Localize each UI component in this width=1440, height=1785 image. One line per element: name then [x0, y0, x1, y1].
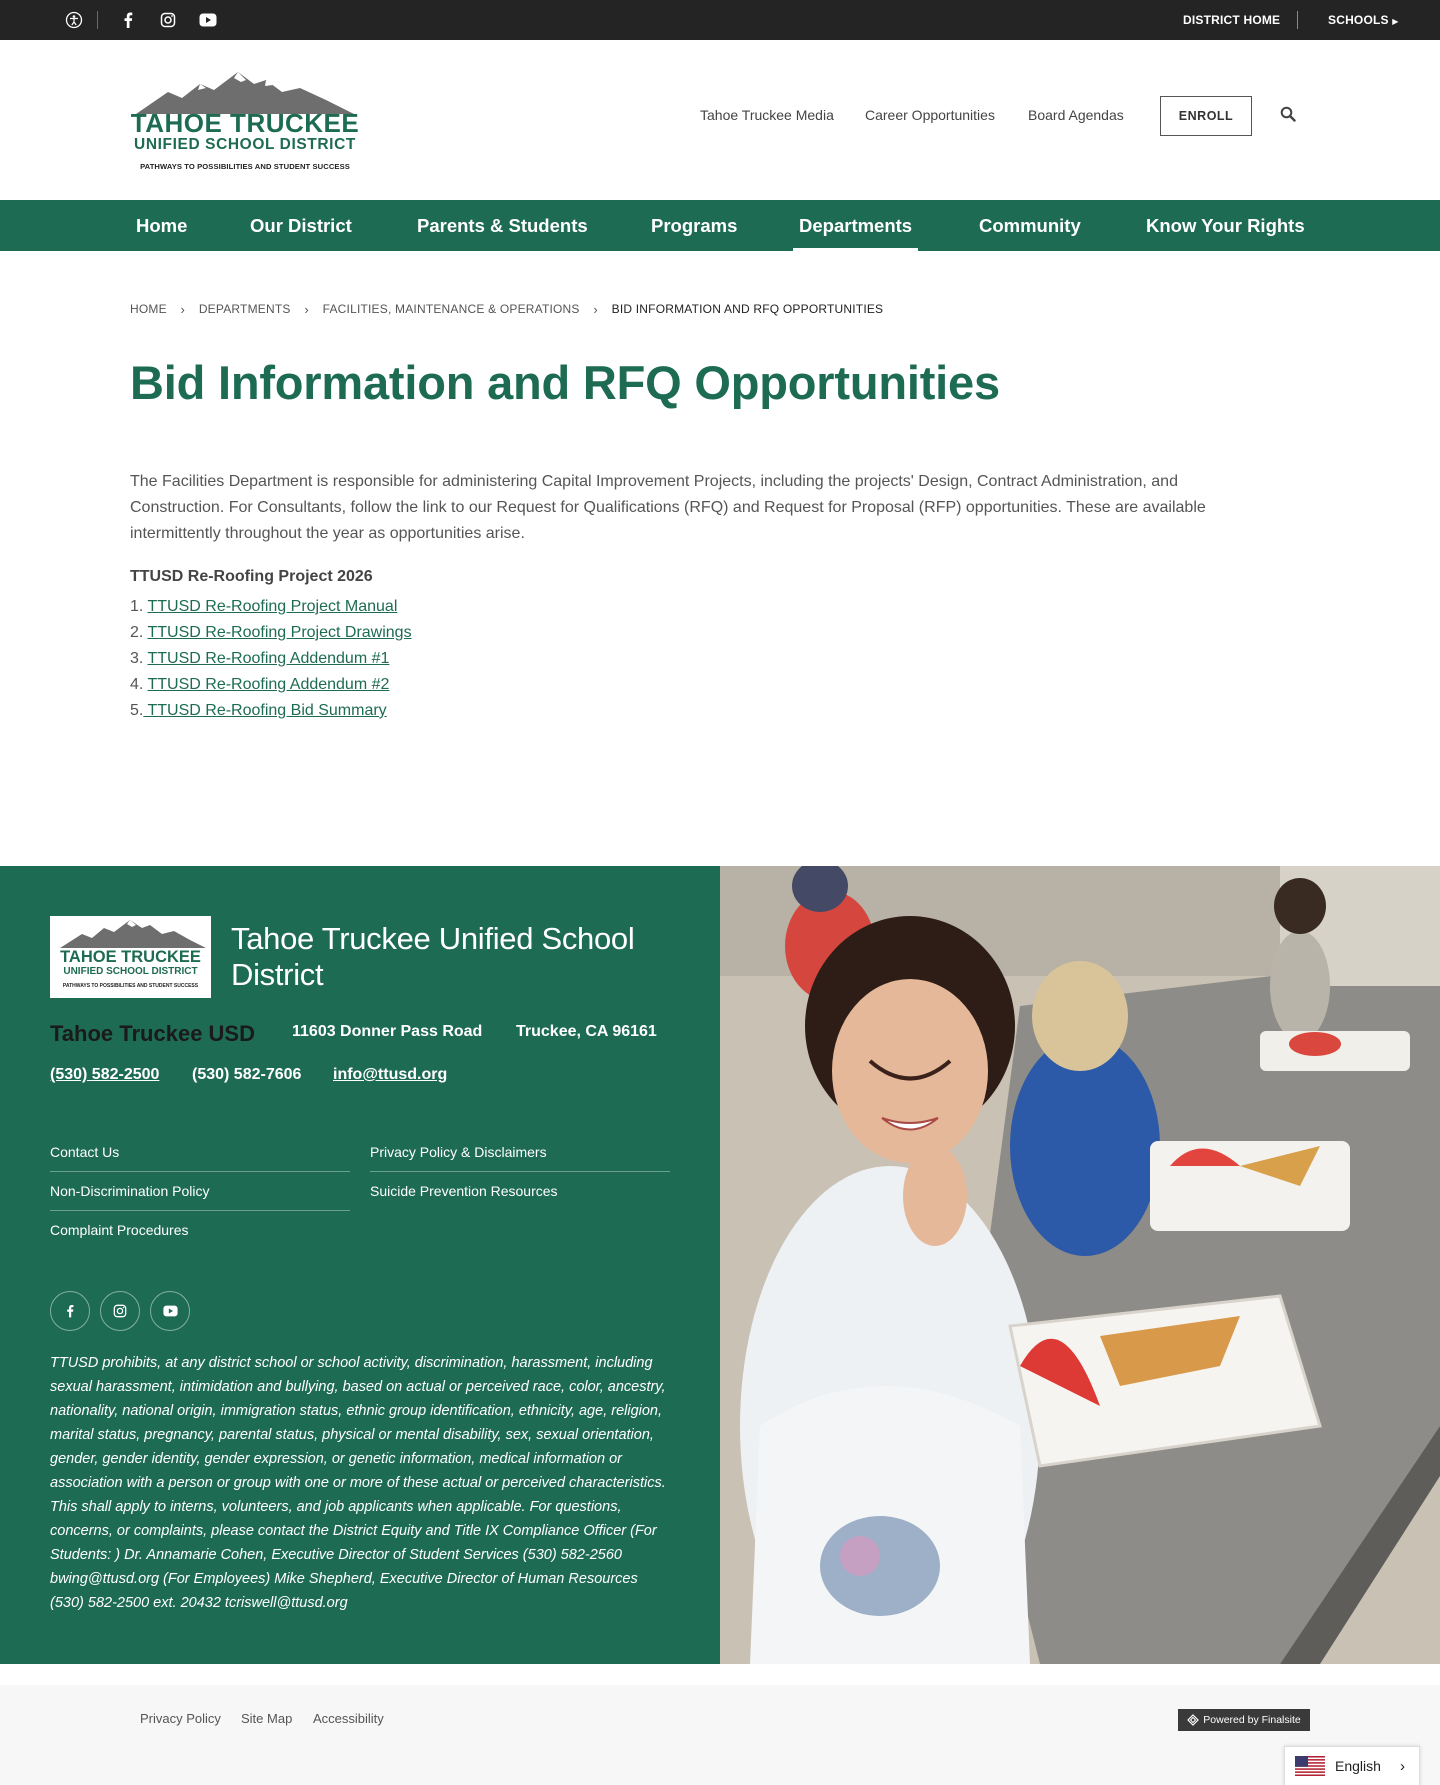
site-footer: [0, 866, 1440, 1664]
footer-phone-link[interactable]: (530) 582-2500: [50, 1066, 160, 1083]
list-item: [130, 646, 412, 672]
nav-home[interactable]: Home: [136, 215, 188, 236]
chevron-right-icon: ›: [1400, 1758, 1405, 1775]
logo-tagline: PATHWAYS TO POSSIBILITIES AND STUDENT SUCCESS: [140, 162, 350, 171]
youtube-icon[interactable]: [150, 1291, 190, 1331]
footer-fax: (530) 582-7606: [192, 1066, 302, 1083]
footer-short-name: Tahoe Truckee USD: [50, 1021, 255, 1046]
utility-bar: [0, 0, 1440, 40]
district-home-link[interactable]: DISTRICT HOME: [1183, 13, 1281, 27]
footer-logo[interactable]: [50, 916, 211, 998]
breadcrumb-home[interactable]: HOME: [130, 302, 167, 316]
project-manual-link[interactable]: TTUSD Re-Roofing Project Manual: [147, 598, 398, 615]
contact-us-link[interactable]: Contact Us: [50, 1133, 350, 1172]
accessibility-icon[interactable]: [64, 10, 84, 30]
bid-summary-link[interactable]: TTUSD Re-Roofing Bid Summary: [143, 702, 387, 719]
caret-right-icon: ▶: [1392, 17, 1399, 26]
list-number: 4.: [130, 676, 148, 693]
breadcrumb-departments[interactable]: DEPARTMENTS: [198, 302, 291, 316]
board-agendas-link[interactable]: Board Agendas: [1028, 107, 1124, 123]
divider: [97, 11, 98, 29]
privacy-policy-link[interactable]: Privacy Policy: [140, 1711, 221, 1726]
chevron-right-icon: ›: [304, 301, 309, 317]
site-header: [0, 40, 1440, 200]
nav-programs[interactable]: Programs: [651, 215, 738, 236]
privacy-disclaimers-link[interactable]: Privacy Policy & Disclaimers: [370, 1133, 670, 1172]
nav-departments[interactable]: Departments: [799, 200, 912, 251]
footer-district-name: Tahoe Truckee Unified School District: [231, 921, 635, 992]
nav-community[interactable]: Community: [979, 215, 1081, 236]
mountain-logo-icon: [50, 918, 211, 950]
search-icon[interactable]: [1280, 106, 1298, 124]
career-opportunities-link[interactable]: Career Opportunities: [865, 107, 995, 123]
footer-city: Truckee, CA 96161: [516, 1023, 657, 1040]
page-title: Bid Information and RFQ Opportunities: [130, 356, 1000, 409]
nav-our-district[interactable]: Our District: [250, 215, 352, 236]
document-list: [130, 594, 412, 724]
breadcrumb: [130, 300, 883, 318]
divider: [1297, 11, 1298, 29]
addendum-1-link[interactable]: TTUSD Re-Roofing Addendum #1: [147, 650, 390, 667]
footer-info-panel: [0, 866, 720, 1664]
list-item: [130, 698, 412, 724]
instagram-icon[interactable]: [158, 10, 178, 30]
language-label: English: [1335, 1758, 1381, 1774]
list-number: 3.: [130, 650, 148, 667]
us-flag-icon: [1295, 1756, 1325, 1776]
list-number: 1.: [130, 598, 148, 615]
footer-street: 11603 Donner Pass Road: [292, 1023, 483, 1040]
project-heading: TTUSD Re-Roofing Project 2026: [130, 568, 373, 585]
list-number: 5.: [130, 702, 144, 719]
district-logo[interactable]: [130, 70, 360, 180]
list-number: 2.: [130, 624, 148, 641]
footer-logo-line1: TAHOE TRUCKEE: [60, 948, 201, 966]
tahoe-truckee-media-link[interactable]: Tahoe Truckee Media: [700, 107, 834, 123]
facebook-icon[interactable]: [50, 1291, 90, 1331]
logo-line1: TAHOE TRUCKEE: [130, 108, 360, 138]
enroll-button[interactable]: ENROLL: [1160, 96, 1252, 136]
list-item: [130, 672, 412, 698]
footer-logo-line2: UNIFIED SCHOOL DISTRICT: [63, 966, 198, 977]
non-discrimination-notice: TTUSD prohibits, at any district school or school activity, discrimination, harassment, including sexual harassment, intimidation and bullying, based on actual or perceived race, color, ancestry, nationality, national origin, immigration status, ethnic group identification, ethnicity, age, religion, marital status, pregnancy, parental status, physical or mental disability, sex, sexual orientation, gender, gender identity, gender expression, or genetic information, medical information or association with a person or group with one or more of these actual or perceived characteristics. This shall apply to interns, volunteers, and job applicants when applicable. For questions, concerns, or complaints, please contact the District Equity and Title IX Compliance Officer (For Students: ) Dr. Annamarie Cohen, Executive Director of Student Services (530) 582-2560 bwing@ttusd.org (For Employees) Mike Shepherd, Executive Director of Human Resources (530) 582-2500 ext. 20432 tcriswell@ttusd.org: [50, 1355, 666, 1611]
breadcrumb-current: BID INFORMATION AND RFQ OPPORTUNITIES: [611, 302, 884, 316]
intro-paragraph: The Facilities Department is responsible for administering Capital Improvement Projects, including the projects' Design, Contract Administration, and Construction. For Consultants, follow the link to our Request for Qualifications (RFQ) and Request for Proposal (RFP) opportunities. These are available intermittently throughout the year as opportunities arise.: [130, 473, 1206, 542]
accessibility-link[interactable]: Accessibility: [313, 1711, 384, 1726]
photo-illustration: [720, 866, 1440, 1664]
finalsite-icon: [1187, 1714, 1199, 1726]
footer-logo-tagline: PATHWAYS TO POSSIBILITIES AND STUDENT SUCCESS: [62, 983, 199, 989]
project-drawings-link[interactable]: TTUSD Re-Roofing Project Drawings: [147, 624, 412, 641]
addendum-2-link[interactable]: TTUSD Re-Roofing Addendum #2: [147, 676, 390, 693]
chevron-right-icon: ›: [180, 301, 186, 317]
logo-line2: UNIFIED SCHOOL DISTRICT: [134, 136, 356, 153]
language-selector[interactable]: [1284, 1746, 1420, 1785]
footer-email-link[interactable]: info@ttusd.org: [333, 1066, 448, 1083]
suicide-prevention-link[interactable]: Suicide Prevention Resources: [370, 1183, 558, 1199]
non-discrimination-link[interactable]: Non-Discrimination Policy: [50, 1172, 350, 1211]
instagram-icon[interactable]: [100, 1291, 140, 1331]
students-lunch-photo: [720, 866, 1440, 1664]
powered-by-finalsite-badge[interactable]: [1178, 1709, 1310, 1731]
nav-parents-students[interactable]: Parents & Students: [417, 215, 588, 236]
list-item: [130, 594, 412, 620]
chevron-right-icon: ›: [593, 301, 598, 317]
main-navigation: [0, 200, 1440, 251]
youtube-icon[interactable]: [198, 10, 218, 30]
bottom-bar: [0, 1685, 1440, 1785]
list-item: [130, 620, 412, 646]
complaint-procedures-link[interactable]: Complaint Procedures: [50, 1222, 189, 1238]
facebook-icon[interactable]: [118, 10, 138, 30]
site-map-link[interactable]: Site Map: [241, 1711, 293, 1726]
breadcrumb-facilities[interactable]: FACILITIES, MAINTENANCE & OPERATIONS: [322, 302, 580, 316]
schools-label: SCHOOLS: [1328, 13, 1389, 27]
nav-know-your-rights[interactable]: Know Your Rights: [1146, 215, 1305, 236]
schools-menu[interactable]: [1328, 0, 1399, 40]
powered-label: Powered by Finalsite: [1203, 1714, 1301, 1726]
